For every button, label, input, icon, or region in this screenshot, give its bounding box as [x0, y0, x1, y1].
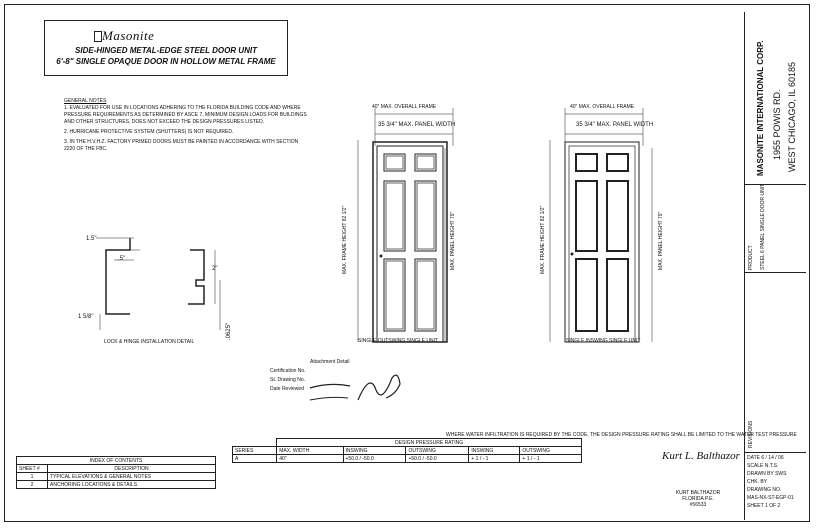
logo-text: Masonite [102, 28, 155, 43]
right-frame-height: MAX. FRAME HEIGHT 82 1/2" [540, 205, 546, 274]
left-caption: SINGLE OUTSWING SINGLE UNIT [358, 338, 439, 344]
left-panel-height: MAX. PANEL HEIGHT 79" [450, 211, 456, 270]
sheet-label: SHEET [747, 503, 764, 509]
engineer-stamp [668, 490, 728, 508]
divider [744, 452, 806, 453]
sheet-value: 1 OF 2 [764, 503, 781, 509]
approval-line: Attachment Detail [310, 359, 350, 365]
engineer-number: #56533 [689, 502, 707, 508]
door-knob-icon [380, 255, 383, 258]
left-max-frame: 40" MAX. OVERALL FRAME [372, 104, 437, 110]
cell-outswing: +50.0 / -50.0 [406, 455, 469, 463]
note-3: 3. IN THE H.V.H.Z. FACTORY PRIMED DOORS MUST BE PAINTED IN ACCORDANCE WITH SECTION 2220 OF THE FBC. [64, 139, 299, 152]
drawing-no-value: MAS-NX-ST-EGP-01 [747, 495, 794, 501]
notes-heading: GENERAL NOTES [64, 98, 107, 104]
approval-line: Date Reviewed [270, 386, 304, 392]
frame-profile-left [106, 238, 130, 314]
chk-label: CHK. BY [747, 479, 768, 485]
stamp-signature [300, 370, 410, 410]
scale-value: N.T.S. [764, 463, 779, 469]
company-address-2: WEST CHICAGO, IL 60185 [787, 61, 797, 172]
title-line-2: 6'-8" SINGLE OPAQUE DOOR IN HOLLOW METAL FRAME [56, 57, 276, 66]
dim-side: 2" [212, 266, 218, 272]
door-elevation-inswing [540, 96, 670, 346]
index-table [16, 456, 216, 489]
index-col-desc: DESCRIPTION [48, 465, 216, 473]
drawing-no-label: DRAWING NO. [747, 487, 782, 493]
index-desc: ANCHORING LOCATIONS & DETAILS [48, 481, 216, 489]
index-title: INDEX OF CONTENTS [17, 457, 216, 465]
left-panel-width: 35 3/4" MAX. PANEL WIDTH [378, 122, 456, 128]
pressure-header-note: WHERE WATER INFILTRATION IS REQUIRED BY THE CODE, THE DESIGN PRESSURE RATING SHALL BE LIMITED TO THE WATER TEST PRESSURE [446, 432, 797, 438]
index-sheet-num: 1 [17, 473, 48, 481]
table-row [17, 473, 216, 481]
approval-line: St. Drawing No. [270, 377, 306, 383]
cell-inswing: +50.0 / -50.0 [343, 455, 406, 463]
cell-max-width: 40" [277, 455, 343, 463]
date-value: 6 / 14 / 06 [761, 455, 784, 461]
index-desc: TYPICAL ELEVATIONS & GENERAL NOTES [48, 473, 216, 481]
engineer-signature: Kurt L. Balthazor [662, 450, 740, 462]
note-2: 2. HURRICANE PROTECTIVE SYSTEM (SHUTTERS) IS NOT REQUIRED. [64, 129, 234, 135]
divider [744, 184, 806, 185]
right-caption: SINGLE INSWING SINGLE UNIT [566, 338, 641, 344]
general-notes [64, 98, 308, 156]
table-row [17, 481, 216, 489]
door-knob-icon [571, 253, 574, 256]
divider [744, 272, 806, 273]
title-line-1: SIDE-HINGED METAL-EDGE STEEL DOOR UNIT [75, 46, 257, 55]
dim-top: 1.5" [86, 236, 97, 242]
index-sheet-num: 2 [17, 481, 48, 489]
right-panel-width: 35 3/4" MAX. PANEL WIDTH [576, 122, 654, 128]
title-block-info [747, 454, 805, 510]
right-max-frame: 40" MAX. OVERALL FRAME [570, 104, 635, 110]
cell-series: A [233, 455, 277, 463]
dim-height: .0625" [226, 322, 232, 340]
drawn-value: SWS [775, 471, 787, 477]
note-1: 1. EVALUATED FOR USE IN LOCATIONS ADHERING TO THE FLORIDA BUILDING CODE AND WHERE PRESSURE REQUIREMENTS AS DETERMINED BY ASCE 7, MINIMUM DESIGN LOADS FOR BUILDINGS AND OTHER STRUCTURES, DOES NOT EXCEED THE DESIGN PRESSURES LISTED. [64, 105, 307, 125]
company-address-1: 1955 POWIS RD. [772, 89, 782, 160]
revisions-label: REVISIONS [748, 420, 754, 448]
col-water-outswing: OUTSWING [520, 447, 582, 455]
dim-inner: .5" [118, 256, 126, 262]
product-label: PRODUCT [748, 245, 754, 270]
engineer-license: FLORIDA P.E. [682, 496, 714, 502]
engineer-name: KURT BALTHAZOR [675, 490, 721, 496]
frame-profile-right [188, 250, 204, 304]
cell-water-inswing: + 1 / - 1 [469, 455, 520, 463]
col-inswing: INSWING [343, 447, 406, 455]
left-frame-height: MAX. FRAME HEIGHT 82 1/2" [342, 205, 348, 274]
detail-caption: LOCK & HINGE INSTALLATION DETAIL [104, 339, 195, 345]
frame-detail-drawing [70, 220, 250, 350]
right-panel-height: MAX. PANEL HEIGHT 79" [658, 211, 664, 270]
masonite-logo-icon [94, 31, 102, 42]
approval-line: Certification No. [270, 368, 306, 374]
cell-water-outswing: + 1 / - 1 [520, 455, 582, 463]
col-series: SERIES [233, 447, 277, 455]
col-water-inswing: INSWING [469, 447, 520, 455]
dim-bottom: 1 5/8" [78, 314, 94, 320]
design-pressure-rating-label: DESIGN PRESSURE RATING [277, 439, 582, 447]
company-name: MASONITE INTERNATIONAL CORP. [756, 40, 765, 176]
index-col-sheet: SHEET # [17, 465, 48, 473]
date-label: DATE [747, 455, 760, 461]
product-desc: STEEL 6 PANEL SINGLE DOOR UNIT [760, 183, 766, 270]
drawn-label: DRAWN BY [747, 471, 774, 477]
col-outswing: OUTSWING [406, 447, 469, 455]
table-row [233, 455, 582, 463]
col-max-width: MAX. WIDTH [277, 447, 343, 455]
scale-label: SCALE [747, 463, 764, 469]
